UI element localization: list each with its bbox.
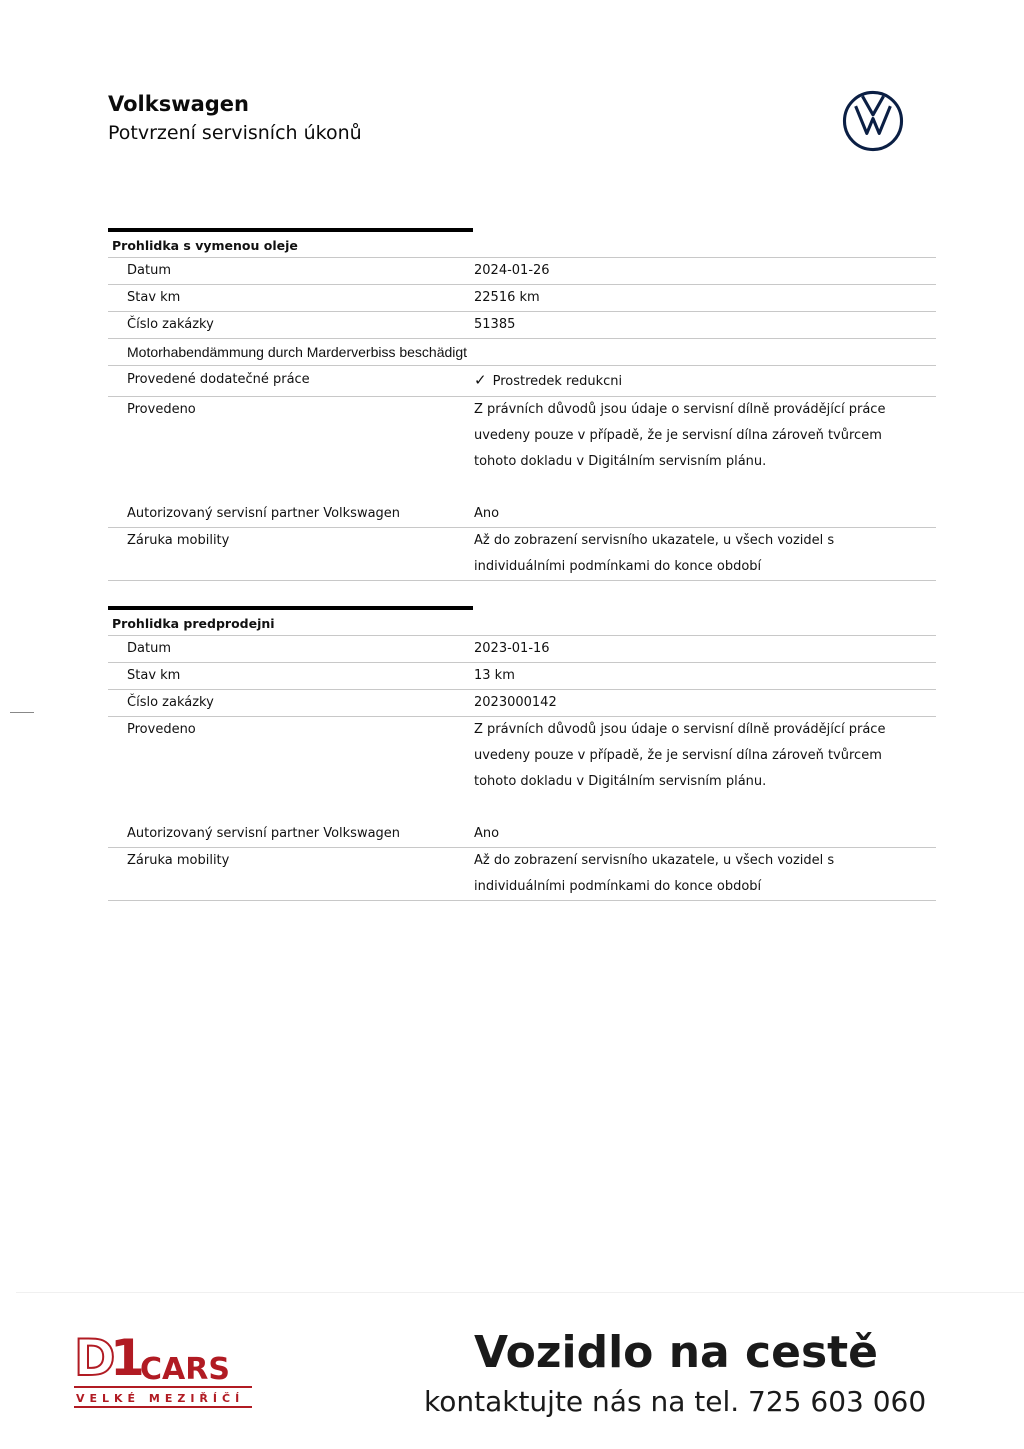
row-value: 51385 [474, 317, 516, 332]
row-value: 13 km [474, 668, 515, 683]
table-row [108, 501, 936, 528]
row-label: Záruka mobility [127, 533, 230, 548]
table-row [108, 366, 936, 397]
row-value: Až do zobrazení servisního ukazatele, u všech vozidel s individuálními podmínkami do konce období [474, 853, 835, 894]
row-label: Datum [127, 641, 171, 656]
row-value: 2023-01-16 [474, 641, 550, 656]
row-label: Provedeno [127, 722, 196, 737]
row-label: Autorizovaný servisní partner Volkswagen [127, 506, 401, 521]
row-value: Ano [474, 506, 500, 521]
row-value: Ano [474, 826, 500, 841]
document-header [108, 92, 362, 144]
divider [10, 712, 34, 713]
service-section-presale [108, 606, 936, 901]
row-value: Až do zobrazení servisního ukazatele, u všech vozidel s individuálními podmínkami do konce období [474, 533, 835, 574]
table-row [108, 821, 936, 848]
svg-text:CARS: CARS [140, 1352, 230, 1387]
row-value: 2023000142 [474, 695, 557, 710]
service-section-oil [108, 228, 936, 581]
row-value: Z právních důvodů jsou údaje o servisní dílně provádějící práce uvedeny pouze v případě, že je servisní dílna zároveň tvůrcem tohoto dokladu v Digitálním servisním plánu. [474, 402, 886, 469]
table-row [108, 397, 936, 501]
row-label: Autorizovaný servisní partner Volkswagen [127, 826, 401, 841]
row-label: Provedeno [127, 402, 196, 417]
banner-title: Vozidlo na cestě [474, 1327, 879, 1378]
dealer-banner [16, 1292, 1024, 1449]
table-row [108, 636, 936, 663]
table-row [108, 663, 936, 690]
section-title: Prohlidka s vymenou oleje [108, 228, 473, 250]
section-title: Prohlidka predprodejni [108, 606, 473, 628]
row-label: Číslo zakázky [127, 317, 214, 332]
table-row [108, 848, 936, 901]
table-row [108, 312, 936, 339]
document-subtitle: Potvrzení servisních úkonů [108, 122, 362, 144]
row-value: Z právních důvodů jsou údaje o servisní dílně provádějící práce uvedeny pouze v případě, že je servisní dílna zároveň tvůrcem tohoto dokladu v Digitálním servisním plánu. [474, 722, 886, 789]
dealer-location: VELKÉ MEZIŘÍČÍ [76, 1392, 245, 1405]
svg-text:D: D [74, 1329, 116, 1387]
row-label: Stav km [127, 290, 181, 305]
table-row [108, 339, 936, 366]
table-row [108, 717, 936, 821]
checkmark-icon: ✓ [474, 371, 487, 389]
row-label: Stav km [127, 668, 181, 683]
svg-text:1: 1 [110, 1329, 145, 1387]
row-label: Datum [127, 263, 171, 278]
row-label: Číslo zakázky [127, 695, 214, 710]
vw-logo-icon [842, 90, 904, 152]
row-value: 22516 km [474, 290, 540, 305]
brand-name: Volkswagen [108, 92, 249, 116]
table-row [108, 285, 936, 312]
row-label: Záruka mobility [127, 853, 230, 868]
row-value [474, 366, 936, 396]
row-value: 2024-01-26 [474, 263, 550, 278]
row-note: Motorhabendämmung durch Marderverbiss beschädigt [127, 344, 468, 360]
table-row [108, 690, 936, 717]
row-label: Provedené dodatečné práce [127, 372, 310, 387]
table-row [108, 528, 936, 581]
table-row [108, 258, 936, 285]
banner-contact: kontaktujte nás na tel. 725 603 060 [424, 1385, 927, 1418]
extra-work-text: Prostredek redukcni [492, 374, 623, 389]
